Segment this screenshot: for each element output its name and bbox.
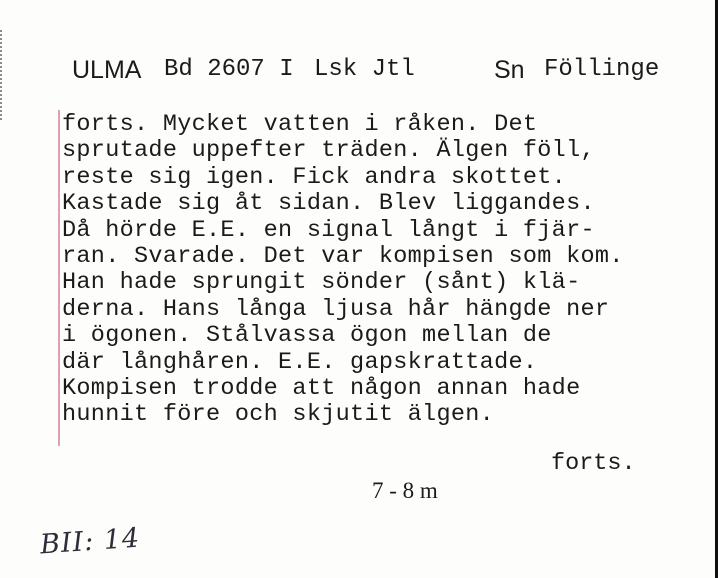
text-line: Då hörde E.E. en signal långt i fjär- [62,216,595,244]
text-line: i ögonen. Stålvassa ögon mellan de [62,322,552,350]
text-line: Han hade sprungit sönder (sånt) klä- [62,269,581,297]
text-line: reste sig igen. Fick andra skottet. [62,163,567,191]
sn-label: Sn [494,56,525,84]
archive-name: ULMA [72,56,142,84]
text-line: Kompisen trodde att någon annan hade [62,375,581,403]
page-range: 7 - 8 m [372,478,438,503]
parish-prefix: Lsk Jtl [314,56,415,83]
continuation-mark: forts. [551,450,636,477]
text-line: sprutade uppefter träden. Älgen föll, [62,137,595,165]
text-line: derna. Hans långa ljusa hår hängde ner [62,295,610,323]
text-line: Kastade sig åt sidan. Blev liggandes. [62,190,595,218]
card-header [72,56,682,86]
text-line: ran. Svarade. Det var kompisen som kom. [62,243,624,271]
text-line: där långhåren. E.E. gapskrattade. [62,348,538,376]
text-line: hunnit före och skjutit älgen. [62,401,495,429]
place-name: Föllinge [544,56,660,83]
handwritten-signum: BII: 14 [39,522,142,561]
transcription-text [62,112,624,429]
volume-number: Bd 2607 I [164,56,294,83]
text-line: forts. Mycket vatten i råken. Det [62,111,538,138]
card-edge-left [0,30,7,120]
margin-line [58,110,60,446]
